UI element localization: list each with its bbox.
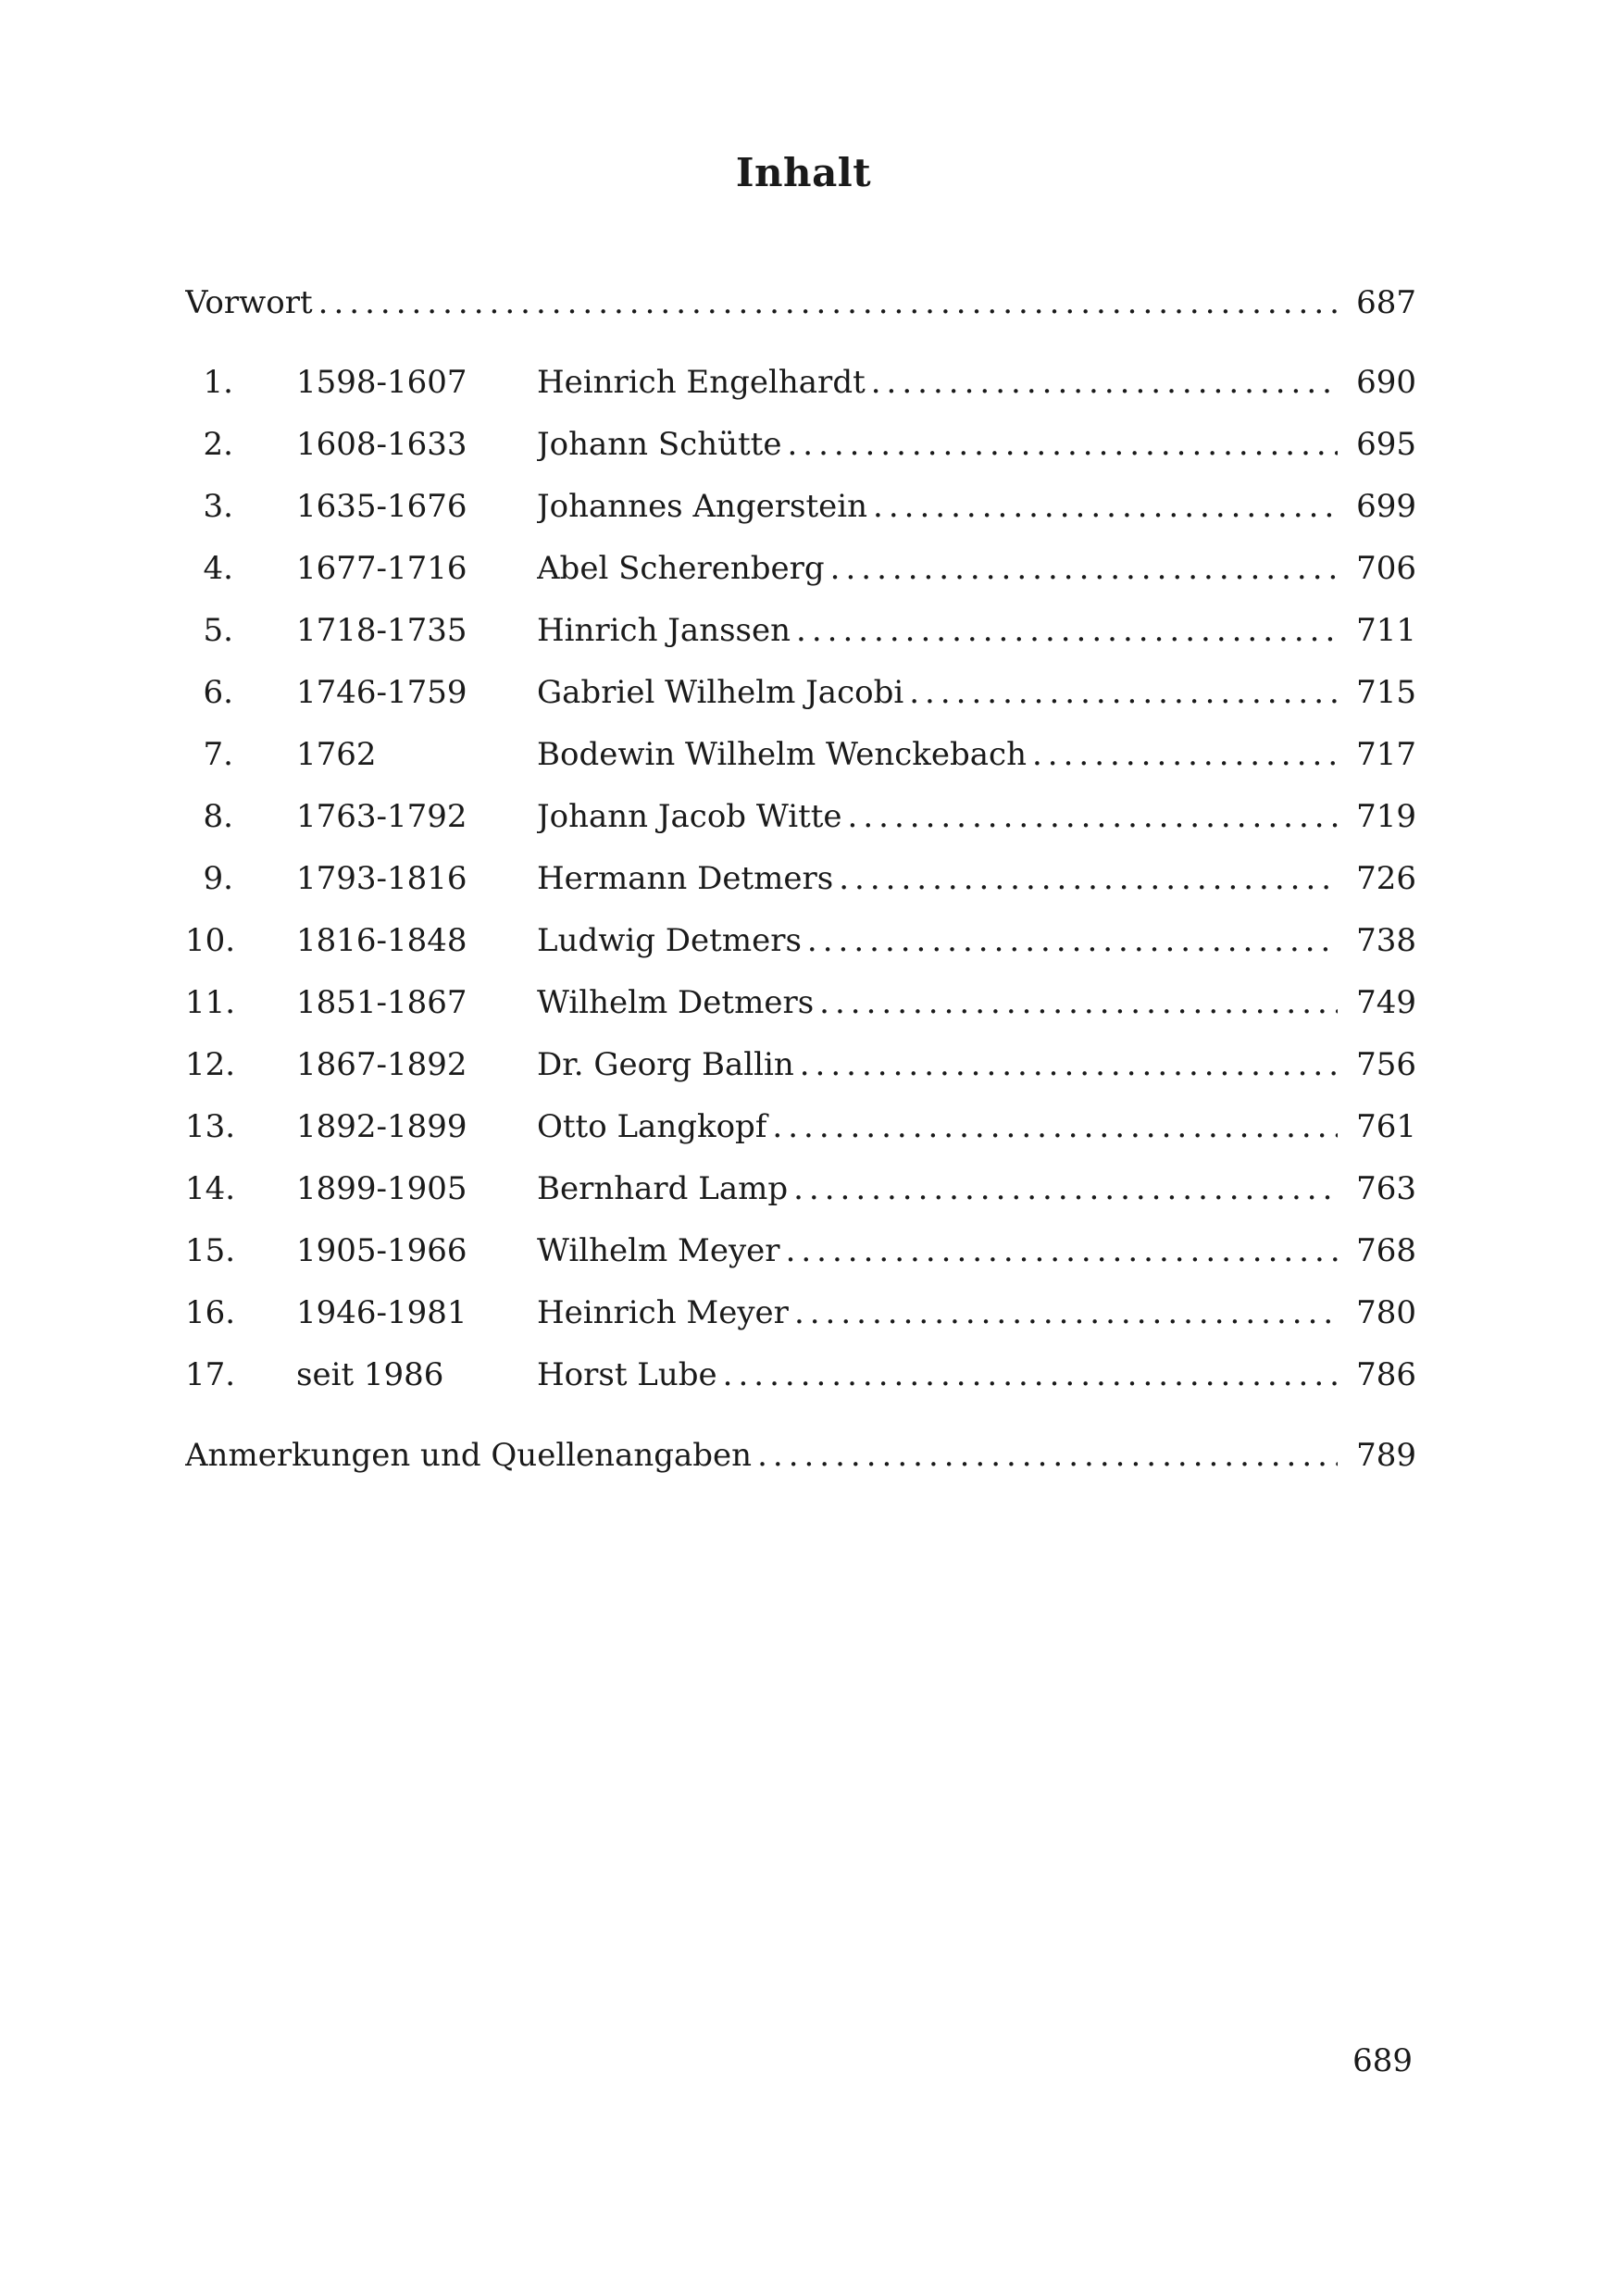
chapter-number: 13. [185, 1108, 236, 1145]
chapter-number: 1. [203, 364, 233, 401]
chapter-years: 1899-1905 [296, 1170, 467, 1207]
chapter-years: 1598-1607 [296, 364, 467, 401]
toc-entry[interactable] [537, 731, 1416, 778]
chapter-name: Heinrich Engelhardt [537, 364, 866, 401]
toc-entry-label: Vorwort [185, 284, 313, 321]
toc-page-number: 695 [1356, 426, 1416, 463]
chapter-name: Johann Schütte [537, 426, 782, 463]
chapter-years: 1867-1892 [296, 1046, 467, 1083]
toc-row [185, 669, 1416, 716]
dot-leader [794, 1290, 1338, 1336]
dot-leader [772, 1104, 1338, 1150]
dot-leader [796, 607, 1338, 654]
chapter-years: seit 1986 [296, 1356, 444, 1393]
chapter-number: 16. [185, 1294, 236, 1331]
toc-row-anmerkungen [185, 1432, 1416, 1479]
chapter-number: 9. [203, 860, 233, 897]
chapter-name: Johann Jacob Witte [537, 798, 842, 835]
toc-page-number: 717 [1356, 736, 1416, 773]
toc-entry[interactable] [537, 917, 1416, 964]
chapter-name: Hermann Detmers [537, 860, 834, 897]
chapter-name: Bernhard Lamp [537, 1170, 789, 1207]
dot-leader [786, 1228, 1339, 1274]
dot-leader [318, 280, 1338, 326]
toc-page-number: 738 [1356, 922, 1416, 959]
dot-leader [1032, 731, 1338, 778]
toc-row [185, 1042, 1416, 1088]
chapter-years: 1905-1966 [296, 1232, 467, 1269]
toc-page-number: 699 [1356, 488, 1416, 525]
chapter-years: 1762 [296, 736, 377, 773]
toc-row [185, 980, 1416, 1026]
toc-page-number: 715 [1356, 674, 1416, 711]
toc-page-number: 756 [1356, 1046, 1416, 1083]
chapter-name: Otto Langkopf [537, 1108, 767, 1145]
toc-entry[interactable] [537, 1042, 1416, 1088]
page-number: 689 [1352, 2042, 1413, 2079]
toc-entry[interactable] [537, 483, 1416, 530]
toc-entry[interactable] [537, 669, 1416, 716]
toc-entry[interactable] [537, 855, 1416, 902]
dot-leader [787, 421, 1338, 468]
toc-row [185, 1166, 1416, 1212]
toc-page-number: 780 [1356, 1294, 1416, 1331]
toc-row [185, 483, 1416, 530]
chapter-years: 1793-1816 [296, 860, 467, 897]
toc-row [185, 359, 1416, 406]
chapter-name: Johannes Angerstein [537, 488, 868, 525]
dot-leader [723, 1352, 1338, 1398]
chapter-number: 10. [185, 922, 236, 959]
toc-entry[interactable] [537, 793, 1416, 840]
toc-entry[interactable] [537, 980, 1416, 1026]
dot-leader [830, 545, 1338, 592]
toc-page-number: 763 [1356, 1170, 1416, 1207]
dot-leader [793, 1166, 1338, 1212]
toc-row [185, 731, 1416, 778]
toc-row [185, 1290, 1416, 1336]
chapter-number: 5. [203, 612, 233, 649]
chapter-years: 1677-1716 [296, 550, 467, 587]
toc-entry[interactable] [537, 607, 1416, 654]
toc-row [185, 1228, 1416, 1274]
toc-page-number: 749 [1356, 984, 1416, 1021]
chapter-years: 1718-1735 [296, 612, 467, 649]
toc-page-number: 719 [1356, 798, 1416, 835]
chapter-name: Heinrich Meyer [537, 1294, 789, 1331]
toc-entry[interactable] [537, 1104, 1416, 1150]
chapter-number: 17. [185, 1356, 236, 1393]
dot-leader [871, 359, 1338, 406]
dot-leader [909, 669, 1338, 716]
toc-row [185, 793, 1416, 840]
chapter-name: Hinrich Janssen [537, 612, 791, 649]
chapter-number: 8. [203, 798, 233, 835]
toc-entry[interactable] [537, 359, 1416, 406]
toc-page-number: 726 [1356, 860, 1416, 897]
toc-entry[interactable] [537, 1228, 1416, 1274]
dot-leader [800, 1042, 1338, 1088]
chapter-name: Ludwig Detmers [537, 922, 802, 959]
toc-entry[interactable] [537, 1290, 1416, 1336]
dot-leader [819, 980, 1338, 1026]
chapter-number: 7. [203, 736, 233, 773]
chapter-number: 15. [185, 1232, 236, 1269]
chapter-years: 1635-1676 [296, 488, 467, 525]
page-title: Inhalt [735, 150, 872, 195]
dot-leader [807, 917, 1338, 964]
dot-leader [873, 483, 1338, 530]
chapter-name: Dr. Georg Ballin [537, 1046, 794, 1083]
toc-row [185, 421, 1416, 468]
toc-entry[interactable] [537, 1166, 1416, 1212]
toc-entry[interactable] [185, 280, 1416, 326]
chapter-years: 1946-1981 [296, 1294, 467, 1331]
chapter-name: Abel Scherenberg [537, 550, 825, 587]
toc-page-number: 706 [1356, 550, 1416, 587]
toc-row [185, 855, 1416, 902]
chapter-number: 6. [203, 674, 233, 711]
toc-page-number: 789 [1356, 1437, 1416, 1474]
chapter-years: 1608-1633 [296, 426, 467, 463]
toc-page-number: 761 [1356, 1108, 1416, 1145]
chapter-number: 2. [203, 426, 233, 463]
chapter-years: 1763-1792 [296, 798, 467, 835]
chapter-number: 12. [185, 1046, 236, 1083]
chapter-name: Bodewin Wilhelm Wenckebach [537, 736, 1027, 773]
chapter-number: 11. [185, 984, 236, 1021]
toc-entry[interactable] [537, 1352, 1416, 1398]
chapter-number: 14. [185, 1170, 236, 1207]
dot-leader [848, 793, 1339, 840]
toc-entry-label: Anmerkungen und Quellenangaben [185, 1437, 753, 1474]
chapter-number: 4. [203, 550, 233, 587]
toc-page-number: 768 [1356, 1232, 1416, 1269]
toc-row [185, 607, 1416, 654]
toc-row [185, 917, 1416, 964]
chapter-name: Wilhelm Meyer [537, 1232, 780, 1269]
chapter-years: 1746-1759 [296, 674, 467, 711]
toc-row [185, 1104, 1416, 1150]
toc-page-number: 711 [1356, 612, 1416, 649]
chapter-name: Wilhelm Detmers [537, 984, 815, 1021]
toc-row-vorwort [185, 280, 1416, 326]
chapter-name: Gabriel Wilhelm Jacobi [537, 674, 904, 711]
dot-leader [839, 855, 1338, 902]
chapter-name: Horst Lube [537, 1356, 717, 1393]
toc-entry[interactable] [537, 545, 1416, 592]
toc-entry[interactable] [537, 421, 1416, 468]
toc-row [185, 545, 1416, 592]
toc-page-number: 690 [1356, 364, 1416, 401]
dot-leader [757, 1432, 1338, 1479]
toc-entry[interactable] [185, 1432, 1416, 1479]
chapter-years: 1816-1848 [296, 922, 467, 959]
toc-row [185, 1352, 1416, 1398]
toc-page-number: 687 [1356, 284, 1416, 321]
chapter-years: 1851-1867 [296, 984, 467, 1021]
toc-page-number: 786 [1356, 1356, 1416, 1393]
chapter-number: 3. [203, 488, 233, 525]
chapter-years: 1892-1899 [296, 1108, 467, 1145]
